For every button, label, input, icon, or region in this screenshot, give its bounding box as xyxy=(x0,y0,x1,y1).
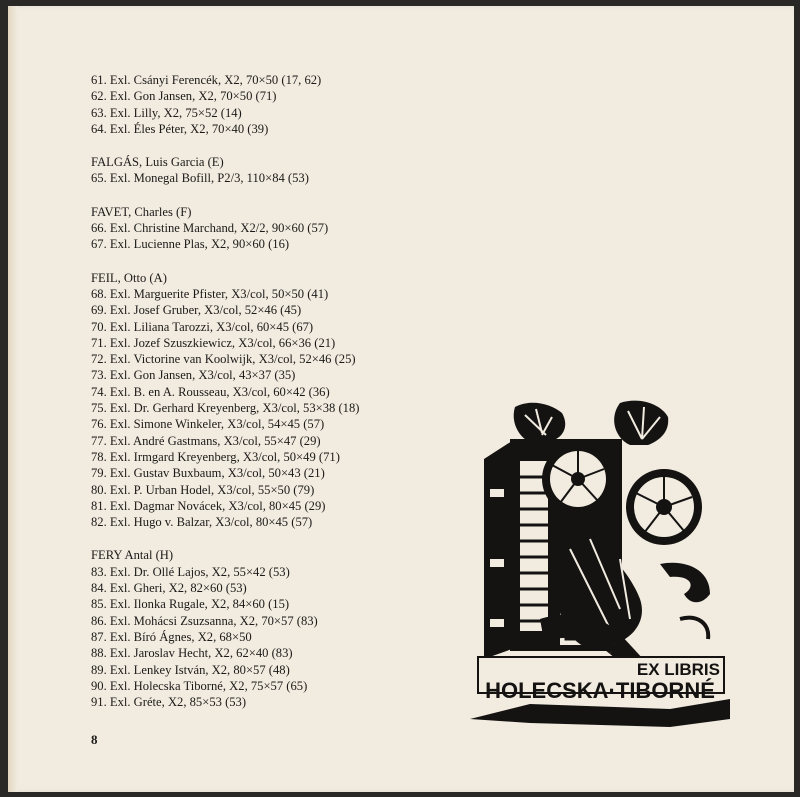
book-page xyxy=(8,6,794,792)
section-favet xyxy=(91,204,511,253)
catalogue-list xyxy=(91,72,511,727)
section-fery xyxy=(91,547,511,710)
page-gutter xyxy=(8,6,18,792)
list-item: 79. Exl. Gustav Buxbaum, X3/col, 50×43 (21) xyxy=(91,466,325,481)
list-item: 61. Exl. Csányi Ferencék, X2, 70×50 (17, 62) xyxy=(91,73,322,87)
section-csanyi xyxy=(91,72,511,137)
list-item: 90. Exl. Holecska Tiborné, X2, 75×57 (65) xyxy=(91,678,308,693)
list-item: 77. Exl. André Gastmans, X3/col, 55×47 (29) xyxy=(91,433,321,448)
list-item: 78. Exl. Irmgard Kreyenberg, X3/col, 50×49 (71) xyxy=(91,449,340,464)
list-item: 67. Exl. Lucienne Plas, X2, 90×60 (16) xyxy=(91,237,290,252)
list-item: 66. Exl. Christine Marchand, X2/2, 90×60 (57) xyxy=(91,221,329,236)
artist-heading: FERY Antal (H) xyxy=(91,548,174,563)
artist-heading: FAVET, Charles (F) xyxy=(91,204,192,219)
list-item: 81. Exl. Dagmar Novácek, X3/col, 80×45 (29) xyxy=(91,498,326,513)
list-item: 89. Exl. Lenkey István, X2, 80×57 (48) xyxy=(91,662,290,677)
list-item: 84. Exl. Gheri, X2, 82×60 (53) xyxy=(91,581,247,596)
list-item: 75. Exl. Dr. Gerhard Kreyenberg, X3/col, 53×38 (18) xyxy=(91,401,360,416)
list-item: 63. Exl. Lilly, X2, 75×52 (14) xyxy=(91,105,242,120)
list-item: 69. Exl. Josef Gruber, X3/col, 52×46 (45) xyxy=(91,303,302,318)
list-item: 62. Exl. Gon Jansen, X2, 70×50 (71) xyxy=(91,89,277,104)
list-item: 70. Exl. Liliana Tarozzi, X3/col, 60×45 (67) xyxy=(91,319,314,334)
list-item: 85. Exl. Ilonka Rugale, X2, 84×60 (15) xyxy=(91,597,290,612)
list-item: 72. Exl. Victorine van Koolwijk, X3/col, 52×46 (25) xyxy=(91,352,356,367)
list-item: 83. Exl. Dr. Ollé Lajos, X2, 55×42 (53) xyxy=(91,564,290,579)
list-item: 88. Exl. Jaroslav Hecht, X2, 62×40 (83) xyxy=(91,646,293,661)
list-item: 76. Exl. Simone Winkeler, X3/col, 54×45 (57) xyxy=(91,417,325,432)
bookplate-woodcut-image xyxy=(470,399,730,734)
list-item: 71. Exl. Jozef Szuszkiewicz, X3/col, 66×36 (21) xyxy=(91,335,336,350)
list-item: 68. Exl. Marguerite Pfister, X3/col, 50×50 (41) xyxy=(91,286,329,301)
list-item: 74. Exl. B. en A. Rousseau, X3/col, 60×42 (36) xyxy=(91,384,330,399)
page-number: 8 xyxy=(91,732,98,747)
list-item: 64. Exl. Éles Péter, X2, 70×40 (39) xyxy=(91,121,269,136)
artist-heading: FALGÁS, Luis Garcia (E) xyxy=(91,155,224,170)
bookplate-owner-name: HOLECSKA·TIBORNÉ xyxy=(485,678,715,703)
artist-heading: FEIL, Otto (A) xyxy=(91,270,167,285)
list-item: 73. Exl. Gon Jansen, X3/col, 43×37 (35) xyxy=(91,368,296,383)
section-feil xyxy=(91,270,511,531)
list-item: 91. Exl. Gréte, X2, 85×53 (53) xyxy=(91,695,247,710)
list-item: 87. Exl. Bíró Ágnes, X2, 68×50 xyxy=(91,629,252,644)
section-falgas xyxy=(91,154,511,187)
bookplate-title: EX LIBRIS xyxy=(636,660,720,679)
list-item: 80. Exl. P. Urban Hodel, X3/col, 55×50 (79) xyxy=(91,482,315,497)
list-item: 86. Exl. Mohácsi Zsuzsanna, X2, 70×57 (83) xyxy=(91,613,318,628)
list-item: 82. Exl. Hugo v. Balzar, X3/col, 80×45 (57) xyxy=(91,515,313,530)
list-item: 65. Exl. Monegal Bofill, P2/3, 110×84 (53) xyxy=(91,171,309,186)
